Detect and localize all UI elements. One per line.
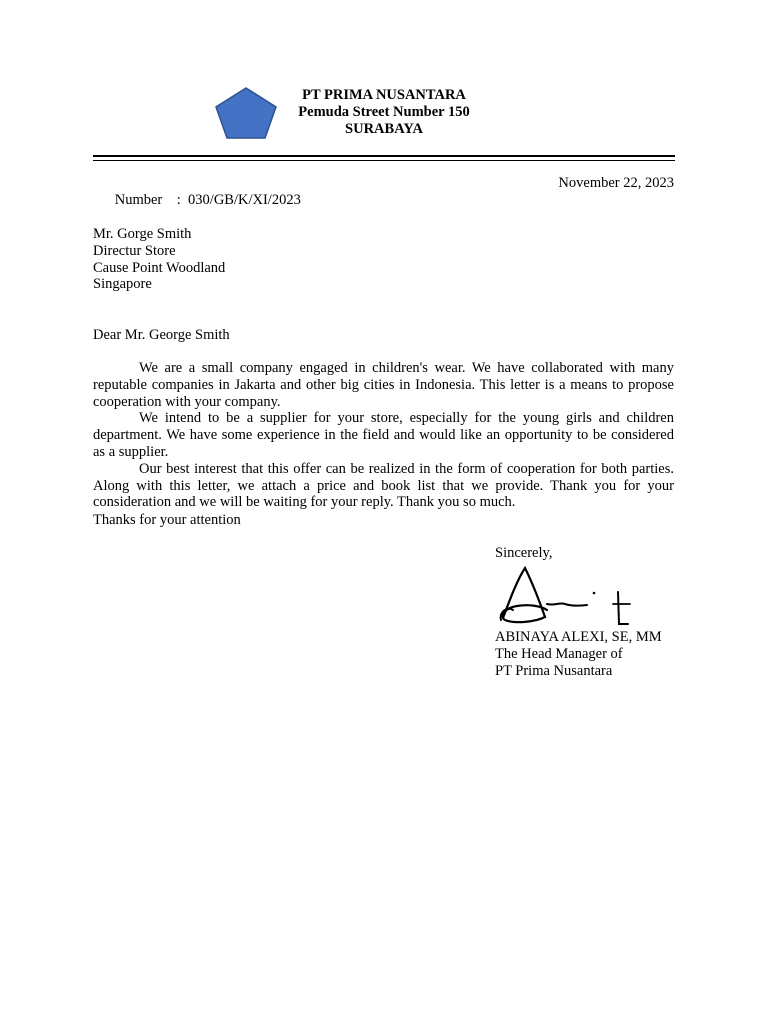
recipient-country: Singapore xyxy=(93,276,152,293)
company-name: PT PRIMA NUSANTARA xyxy=(302,87,466,103)
letterhead-divider-thick xyxy=(93,155,675,157)
company-street: Pemuda Street Number 150 xyxy=(298,104,470,120)
letter-body xyxy=(93,360,674,511)
company-city: SURABAYA xyxy=(345,121,423,137)
valediction: Sincerely, xyxy=(495,545,553,561)
signer-company: PT Prima Nusantara xyxy=(495,662,613,679)
body-paragraph: We are a small company engaged in children's wear. We have collaborated with many reputable companies in Jakarta and other big cities in Indonesia. This letter is a means to propose cooperation with your company. xyxy=(93,360,674,410)
recipient-address: Cause Point Woodland xyxy=(93,259,226,276)
letterhead-divider-thin xyxy=(93,160,675,161)
body-paragraph: Our best interest that this offer can be realized in the form of cooperation for both parties. Along with this letter, we attach a price and book list that we provide. Thank you for your consideration and we will be waiting for your reply. Thank you so much. xyxy=(93,460,674,511)
letterhead xyxy=(284,87,484,138)
handwritten-signature xyxy=(495,562,635,630)
signer-block xyxy=(495,629,662,679)
company-logo-pentagon-icon xyxy=(214,86,278,140)
letter-date: November 22, 2023 xyxy=(558,175,674,191)
signer-title: The Head Manager of xyxy=(495,645,623,662)
closing-line: Thanks for your attention xyxy=(93,512,241,528)
recipient-block xyxy=(93,226,225,293)
body-paragraph: We intend to be a supplier for your store, especially for the young girls and children department. We have some experience in the field and would like an opportunity to be considered as a supplier. xyxy=(93,410,674,460)
signer-name: ABINAYA ALEXI, SE, MM xyxy=(495,629,662,645)
salutation: Dear Mr. George Smith xyxy=(93,327,230,343)
recipient-title: Directur Store xyxy=(93,242,176,259)
number-value: 030/GB/K/XI/2023 xyxy=(188,191,301,208)
recipient-name: Mr. Gorge Smith xyxy=(93,226,192,242)
number-separator: : xyxy=(176,191,181,208)
number-label: Number xyxy=(114,191,163,208)
